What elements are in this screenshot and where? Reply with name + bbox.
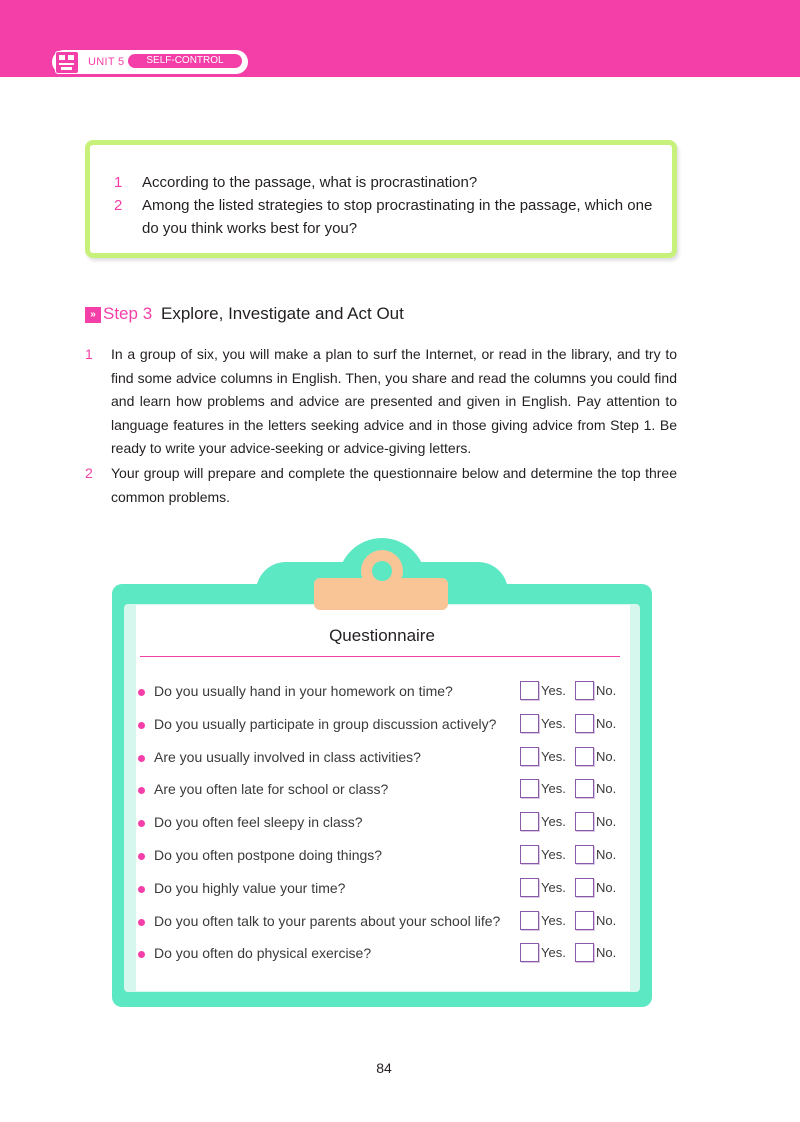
bullet-icon: [138, 886, 145, 893]
yes-label: Yes.: [541, 715, 566, 731]
questionnaire-question: Do you often postpone doing things?: [154, 847, 383, 863]
no-label: No.: [596, 715, 617, 731]
bullet-icon: [138, 755, 145, 762]
bullet-icon: [138, 919, 145, 926]
double-chevron-icon: »: [85, 307, 101, 323]
bullet-icon: [138, 722, 145, 729]
bullet-icon: [138, 820, 145, 827]
questionnaire-question: Do you usually participate in group discussion actively?: [154, 715, 497, 732]
questionnaire-row: [138, 943, 628, 967]
question-number: 2: [114, 197, 123, 214]
yes-label: Yes.: [541, 912, 566, 928]
no-checkbox[interactable]: [575, 812, 594, 831]
questionnaire-question: Do you usually hand in your homework on time?: [154, 683, 453, 699]
no-label: No.: [596, 912, 617, 928]
yes-checkbox[interactable]: [520, 845, 539, 864]
unit-logo-icon: [55, 51, 79, 74]
yes-label: Yes.: [541, 748, 566, 764]
yes-label: Yes.: [541, 781, 566, 797]
instruction-text: Your group will prepare and complete the questionnaire below and determine the top three common problems.: [111, 465, 677, 505]
no-label: No.: [596, 683, 617, 698]
no-checkbox[interactable]: [575, 714, 594, 733]
yes-checkbox[interactable]: [520, 911, 539, 930]
yes-label: Yes.: [541, 814, 566, 830]
questionnaire-question: Do you often do physical exercise?: [154, 945, 372, 962]
no-checkbox[interactable]: [575, 878, 594, 897]
questionnaire-row: [138, 911, 628, 935]
yes-checkbox[interactable]: [520, 714, 539, 733]
no-label: No.: [596, 748, 617, 764]
no-checkbox[interactable]: [575, 911, 594, 930]
no-checkbox[interactable]: [575, 943, 594, 962]
yes-checkbox[interactable]: [520, 812, 539, 831]
comprehension-questions-box: [85, 140, 677, 258]
no-label: No.: [596, 945, 617, 961]
no-label: No.: [596, 781, 617, 797]
yes-checkbox[interactable]: [520, 747, 539, 766]
question-number: 1: [114, 174, 123, 191]
unit-label: UNIT 5: [88, 56, 125, 68]
yes-checkbox[interactable]: [520, 943, 539, 962]
questionnaire-row: [138, 779, 628, 803]
bullet-icon: [138, 951, 145, 958]
instruction-number: 2: [85, 465, 93, 481]
questionnaire-question: Do you highly value your time?: [154, 879, 346, 896]
questionnaire-row: [138, 845, 628, 869]
step-label: Step 3: [103, 304, 153, 323]
question-text: According to the passage, what is procrastination?: [142, 174, 478, 191]
yes-label: Yes.: [541, 945, 566, 961]
no-label: No.: [596, 847, 617, 862]
yes-checkbox[interactable]: [520, 878, 539, 897]
questionnaire-question: Are you often late for school or class?: [154, 781, 389, 798]
yes-label: Yes.: [541, 847, 566, 862]
questionnaire-row: [138, 812, 628, 836]
no-checkbox[interactable]: [575, 747, 594, 766]
page-number: 84: [376, 1060, 392, 1076]
questionnaire-title: Questionnaire: [329, 626, 435, 645]
bullet-icon: [138, 689, 145, 696]
bullet-icon: [138, 787, 145, 794]
questionnaire-question: Are you usually involved in class activities?: [154, 748, 421, 765]
yes-label: Yes.: [541, 879, 566, 895]
questionnaire-row: [138, 714, 628, 738]
no-label: No.: [596, 879, 617, 895]
yes-checkbox[interactable]: [520, 681, 539, 700]
no-label: No.: [596, 814, 617, 830]
questionnaire-row: [138, 747, 628, 771]
no-checkbox[interactable]: [575, 845, 594, 864]
questionnaire-question: Do you often feel sleepy in class?: [154, 814, 363, 831]
questionnaire-question: Do you often talk to your parents about your school life?: [154, 912, 501, 929]
step-title: Explore, Investigate and Act Out: [161, 304, 404, 323]
questionnaire-row: [138, 878, 628, 902]
yes-label: Yes.: [541, 683, 566, 698]
instruction-number: 1: [85, 346, 93, 362]
instruction-text: In a group of six, you will make a plan to surf the Internet, or read in the library, and try to find some advice columns in English. Then, you share and read the columns you could find and learn how problems and advice are presented and given in English. Pay attention to language features in the letters seeking advice and in those giving advice from Step 1. Be ready to write your advice-seeking or advice-giving letters.: [111, 346, 677, 456]
no-checkbox[interactable]: [575, 779, 594, 798]
yes-checkbox[interactable]: [520, 779, 539, 798]
clipboard-ring-hole: [372, 561, 392, 581]
unit-tag: SELF-CONTROL: [128, 54, 242, 68]
no-checkbox[interactable]: [575, 681, 594, 700]
bullet-icon: [138, 853, 145, 860]
title-divider: [140, 656, 620, 657]
question-text: Among the listed strategies to stop procrastinating in the passage, which one do you think works best for you?: [142, 197, 653, 237]
questionnaire-row: [138, 681, 628, 705]
